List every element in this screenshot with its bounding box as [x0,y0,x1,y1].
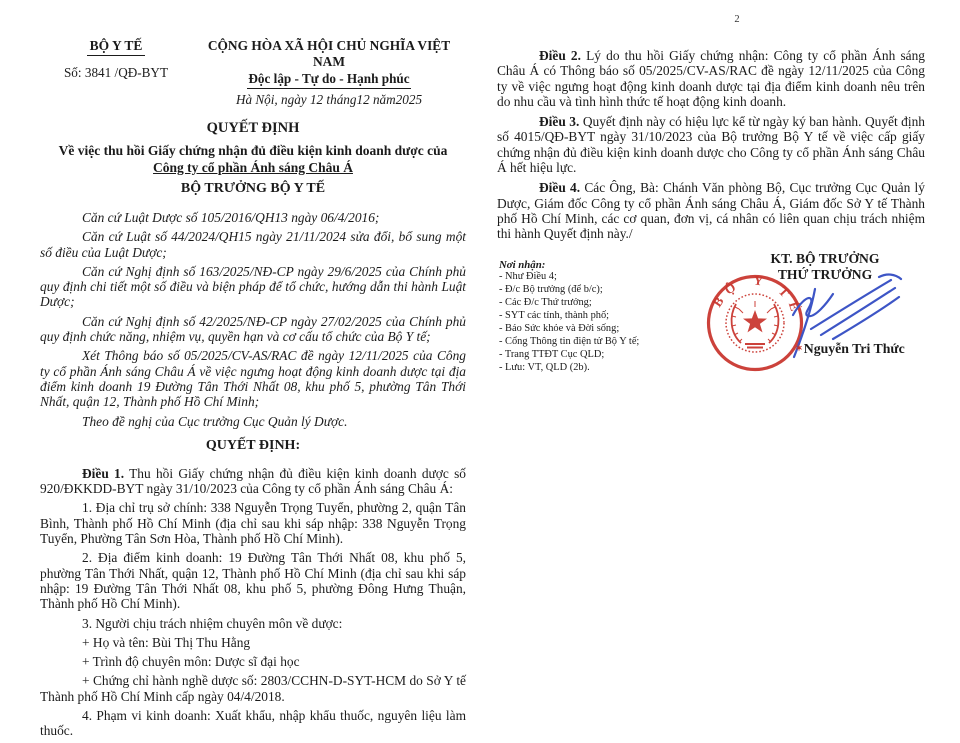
decision-title: QUYẾT ĐỊNH [206,120,300,136]
document-number: Số: 3841 /QĐ-BYT [63,65,169,80]
article-3-paragraph: Điều 3. Quyết định này có hiệu lực kể từ ngày ký ban hành. Quyết định số 4015/QĐ-BYT ngày 31/10/2023 của Bộ trưởng Bộ Y tế về việc cấp giấy chứng nhận đủ điều kiện kinh doanh dược cho Công ty cổ phần Ánh sáng Châu Á hết hiệu lực. [497,114,925,176]
page-1 [40,38,466,743]
citation-paragraph: Căn cứ Luật Dược số 105/2016/QH13 ngày 06/4/2016; [82,210,380,225]
citation-paragraph: Căn cứ Nghị định số 163/2025/NĐ-CP ngày 29/6/2025 của Chính phủ quy định chi tiết một số điều và biện pháp để tổ chức, hướng dẫn thi hành Luật Dược; [40,263,466,310]
document-header [40,38,466,108]
article-item: + Trình độ chuyên môn: Dược sĩ đại học [82,654,300,670]
decision-subject: Về việc thu hồi Giấy chứng nhận đủ điều kiện kinh doanh dược của [58,143,448,158]
recipients-label: Nơi nhận: [499,258,546,271]
citation-paragraph: Căn cứ Nghị định số 42/2025/NĐ-CP ngày 27/02/2025 của Chính phủ quy định chức năng, nhiệm vụ, quyền hạn và cơ cấu tổ chức của Bộ Y tế; [40,313,466,345]
recipient-item: - Các Đ/c Thứ trưởng; [499,297,592,309]
article-item: 1. Địa chỉ trụ sở chính: 338 Nguyễn Trọng Tuyển, phường 2, quận Tân Bình, Thành phố Hồ Chí Minh (địa chỉ sau khi sáp nhập: 338 Nguyễn Trọng Tuyển, Phường Tân Sơn Hòa, Thành phố Hồ Chí Minh). [40,500,466,547]
recipient-item: - Báo Sức khỏe và Đời sống; [499,323,620,335]
page-number: 2 [734,14,740,25]
national-title: CỘNG HÒA XÃ HỘI CHỦ NGHĨA VIỆT NAM [207,38,451,69]
decision-title-block [40,120,466,197]
recipient-item: - Trang TTĐT Cục QLD; [499,348,605,360]
article-1-paragraph: Điều 1. Thu hồi Giấy chứng nhận đủ điều kiện kinh doanh dược số 920/ĐKKDD-BYT ngày 31/10/2023 của Công ty cổ phần Ánh sáng Châu Á: [40,465,466,497]
article-item: + Họ và tên: Bùi Thị Thu Hằng [82,634,251,650]
signature-kt-line: KT. BỘ TRƯỞNG [770,250,880,266]
article-item: 4. Phạm vi kinh doanh: Xuất khẩu, nhập khẩu thuốc, nguyên liệu làm thuốc. [40,708,466,739]
signature-footer [497,247,925,457]
article-item: 2. Địa điểm kinh doanh: 19 Đường Tân Thới Nhất 08, khu phố 5, phường Tân Thới Nhất, quận 12, Thành phố Hồ Chí Minh (địa chỉ sau khi sáp nhập: 19 Đường Tân Thới Nhất 08, khu phố 5, phường Đông Hưng Thuận, Thành phố Hồ Chí Minh). [40,550,466,612]
recipient-item: - Cổng Thông tin điện tử Bộ Y tế; [499,336,640,347]
citation-paragraph: Xét Thông báo số 05/2025/CV-AS/RAC đề ngày 12/11/2025 của Công ty cổ phần Ánh sáng Châu Á về việc ngưng hoạt động kinh doanh dược tại địa điểm kinh doanh 19 Đường Tân Thới Nhất 08, khu phố 5, phường Tân Thới Nhất, quận 12, Thành phố Hồ Chí Minh; [40,348,466,410]
recipient-item: - SYT các tỉnh, thành phố; [499,310,610,322]
recipient-item: - Như Điều 4; [499,271,557,283]
citation-paragraph: Căn cứ Luật số 44/2024/QH15 ngày 21/11/2024 sửa đổi, bổ sung một số điều của Luật Dược; [40,229,466,260]
stamp-star-icon: ✶ [795,342,803,353]
star-icon [743,310,767,332]
decision-subject-company: Công ty cổ phần Ánh sáng Châu Á [153,159,353,175]
signature-role-line: THỨ TRƯỞNG [777,266,873,282]
article-item: 3. Người chịu trách nhiệm chuyên môn về dược: [82,615,343,631]
issuing-authority: BỘ TRƯỞNG BỘ Y TẾ [180,181,326,196]
recipient-item: - Đ/c Bộ trưởng (để b/c); [499,284,603,296]
article-2-label: Điều 2. [539,48,581,63]
article-3-label: Điều 3. [539,114,580,130]
article-2-paragraph: Điều 2. Lý do thu hồi Giấy chứng nhận: Công ty cổ phần Ánh sáng Châu Á có Thông báo số 05/2025/CV-AS/RAC đề ngày 12/11/2025 của Công ty về việc ngưng hoạt động kinh doanh dược tại địa điểm kinh doanh nêu trên do nhu cầu và tình hình thức tế hoạt động kinh doanh. [497,48,925,109]
recipients-block [499,259,639,375]
citation-paragraph: Theo đề nghị của Cục trưởng Cục Quản lý Dược. [82,413,348,429]
national-motto: Độc lập - Tự do - Hạnh phúc [192,71,466,89]
place-date: Hà Nội, ngày 12 tháng12 năm2025 [235,92,423,107]
page-2 [497,14,925,457]
signer-name: ✶Nguyễn Tri Thức [795,340,905,356]
ministry-name: BỘ Y TẾ [40,38,192,56]
article-item: + Chứng chỉ hành nghề dược số: 2803/CCHN-D-SYT-HCM do Sở Y tế Thành phố Hồ Chí Minh cấp ngày 04/4/2018. [40,673,466,704]
svg-text:BỘ Y TẾ: BỘ Y TẾ [709,272,805,319]
recipient-item: - Lưu: VT, QLD (2b). [499,361,590,373]
article-4-paragraph: Điều 4. Các Ông, Bà: Chánh Văn phòng Bộ, Cục trưởng Cục Quản lý Dược, Giám đốc Công ty cổ phần Ánh sáng Châu Á, Giám đốc Sở Y tế Thành phố Hồ Chí Minh, các cơ quan, đơn vị, cá nhân có liên quan chịu trách nhiệm thi hành Quyết định này./ [497,180,925,242]
decision-colon-heading: QUYẾT ĐỊNH: [205,437,301,453]
legal-citations [40,210,466,429]
article-1-label: Điều 1. [82,465,125,481]
article-4-label: Điều 4. [539,180,581,196]
